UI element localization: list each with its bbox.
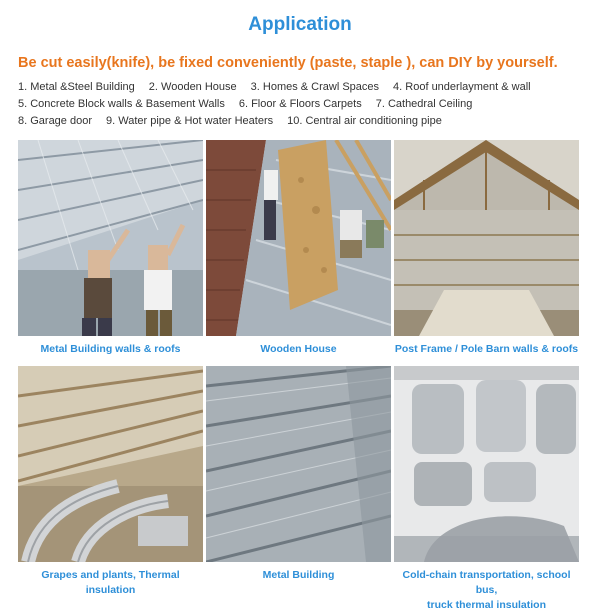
caption-grapes-plants-thermal: Grapes and plants, Thermal insulation xyxy=(41,569,180,596)
caption-cold-chain-transport xyxy=(394,568,579,613)
application-item: 10. Central air conditioning pipe xyxy=(287,115,442,127)
feature-tagline: Be cut easily(knife), be fixed conveniently (paste, staple ), can DIY by yourself. xyxy=(18,55,558,71)
caption-line: truck thermal insulation xyxy=(426,599,547,611)
application-list xyxy=(18,79,545,130)
application-list-row xyxy=(18,96,545,113)
photo-pole-barn-interior xyxy=(394,140,579,336)
caption-metal-building-walls-roofs: Metal Building walls & roofs xyxy=(40,343,181,355)
application-item: 2. Wooden House xyxy=(148,81,237,93)
application-item: 7. Cathedral Ceiling xyxy=(375,98,473,110)
photo-wooden-house-roof xyxy=(206,140,391,336)
application-item: 8. Garage door xyxy=(18,115,92,127)
application-list-row xyxy=(18,79,545,96)
application-item: 3. Homes & Crawl Spaces xyxy=(250,81,380,93)
application-item: 9. Water pipe & Hot water Heaters xyxy=(106,115,274,127)
application-list-row xyxy=(18,113,545,130)
photo-metal-building-workers xyxy=(18,140,203,336)
caption-wooden-house: Wooden House xyxy=(260,343,337,355)
caption-line: Cold-chain transportation, school bus, xyxy=(402,569,571,596)
application-item: 6. Floor & Floors Carpets xyxy=(238,98,362,110)
caption-metal-building: Metal Building xyxy=(262,569,335,581)
photo-bubble-ceiling xyxy=(206,366,391,562)
application-item: 5. Concrete Block walls & Basement Walls xyxy=(18,98,225,110)
caption-post-frame-pole-barn: Post Frame / Pole Barn walls & roofs xyxy=(394,343,579,355)
application-item: 4. Roof underlayment & wall xyxy=(393,81,531,93)
photo-attic-ducts xyxy=(18,366,203,562)
page-title: Application xyxy=(248,14,352,35)
application-item: 1. Metal &Steel Building xyxy=(18,81,135,93)
photo-van-interior xyxy=(394,366,579,562)
